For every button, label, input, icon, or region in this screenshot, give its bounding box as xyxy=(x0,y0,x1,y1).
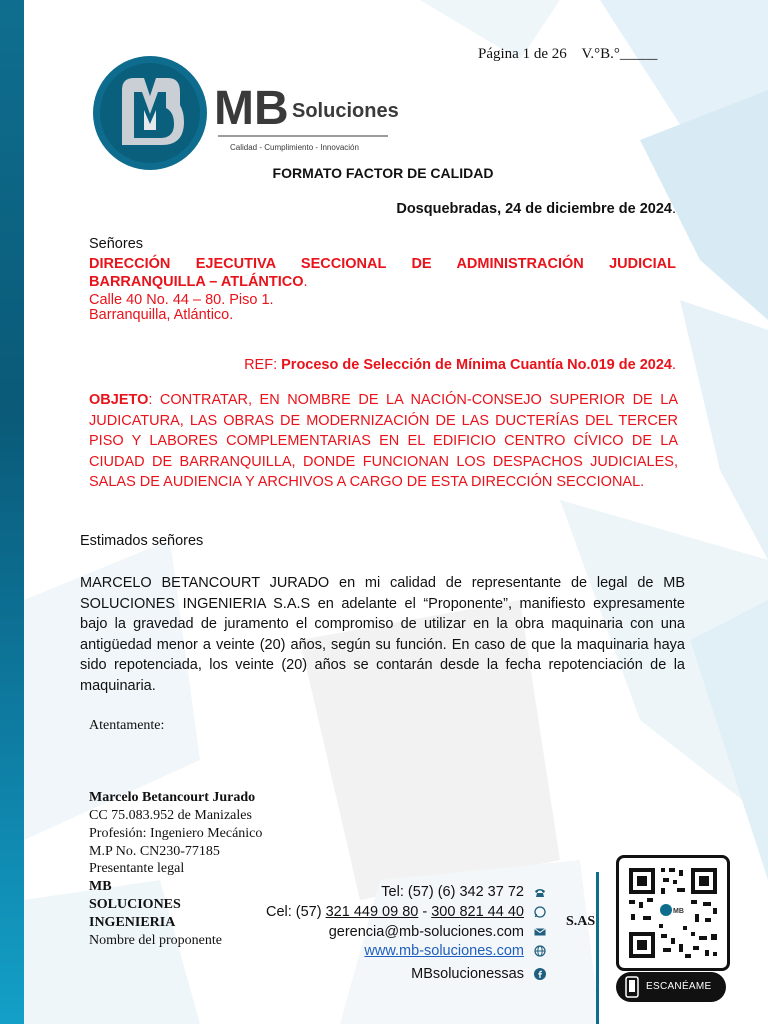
address-line-1: Calle 40 No. 44 – 80. Piso 1. xyxy=(89,292,274,308)
scan-me-label: ESCANÉAME xyxy=(646,981,712,992)
salutation: Señores xyxy=(89,236,144,252)
cel-number-1[interactable]: 321 449 09 80 xyxy=(325,904,419,920)
cel-number-2[interactable]: 300 821 44 40 xyxy=(431,904,524,920)
signer-license: M.P No. CN230-77185 xyxy=(89,844,220,859)
greeting: Estimados señores xyxy=(80,533,204,549)
reference-line: REF: Proceso de Selección de Mínima Cuantía No.019 de 2024. xyxy=(244,357,676,373)
contact-divider xyxy=(596,872,599,1024)
page-number: Página 1 de 26 V.°B.°_____ xyxy=(478,46,658,62)
contact-tel: Tel: (57) (6) 342 37 72 xyxy=(381,884,546,900)
logo-brand-text: MB xyxy=(214,82,289,135)
qr-code[interactable] xyxy=(616,855,730,971)
format-title: FORMATO FACTOR DE CALIDAD xyxy=(272,165,494,181)
company-logo xyxy=(92,50,412,180)
contact-facebook[interactable]: MBsolucionessas xyxy=(411,966,546,982)
left-brand-band xyxy=(0,0,24,1024)
contact-website[interactable]: www.mb-soluciones.com xyxy=(364,943,546,959)
phone-icon xyxy=(534,886,546,898)
closing: Atentamente: xyxy=(89,718,165,733)
signer-name: Marcelo Betancourt Jurado xyxy=(89,790,256,805)
signer-profession: Profesión: Ingeniero Mecánico xyxy=(89,826,263,841)
body-paragraph: MARCELO BETANCOURT JURADO en mi calidad de representante de legal de MB SOLUCIONES INGENIERIA S.A.S en adelante el “Proponente”, manifiesto expresamente bajo la gravedad de juramento el compromiso de utilizar en la obra maquinaria con una antigüedad menor a veinte (20) años, según su función. En caso de que la maquinaria haya sido repotenciada, los veinte (20) años se contarán desde la fecha repotenciación de la maquinaria. xyxy=(80,575,685,694)
mobile-phone-icon xyxy=(624,976,640,998)
addressee-name: DIRECCIÓN EJECUTIVA SECCIONAL DE ADMINISTRACIÓN JUDICIAL BARRANQUILLA – ATLÁNTICO. xyxy=(89,256,676,290)
contact-cel: Cel: (57) 321 449 09 80 - 300 821 44 40 xyxy=(266,904,546,920)
scan-me-button[interactable] xyxy=(616,972,726,1002)
company-line-3: INGENIERIA xyxy=(89,915,176,930)
globe-icon xyxy=(534,945,546,957)
facebook-icon xyxy=(534,968,546,980)
email-icon xyxy=(534,926,546,938)
company-suffix: S.AS xyxy=(566,914,596,929)
company-line-2: SOLUCIONES xyxy=(89,897,181,912)
document-date: Dosquebradas, 24 de diciembre de 2024. xyxy=(396,201,676,217)
signature-caption: Nombre del proponente xyxy=(89,933,222,948)
logo-name-text: Soluciones xyxy=(292,100,399,122)
whatsapp-icon xyxy=(534,906,546,918)
address-line-2: Barranquilla, Atlántico. xyxy=(89,307,234,323)
contact-email[interactable]: gerencia@mb-soluciones.com xyxy=(329,924,546,940)
objeto-paragraph: OBJETO: CONTRATAR, EN NOMBRE DE LA NACIÓN-CONSEJO SUPERIOR DE LA JUDICATURA, LAS OBRAS DE MODERNIZACIÓN DE LAS DUCTERÍAS DEL TERCER PISO Y LABORES COMPLEMENTARIAS EN EL EDIFICIO CENTRO CÍVICO DE LA CIUDAD DE BARRANQUILLA, DONDE FUNCIONAN LOS DESPACHOS JUDICIALES, SALAS DE AUDIENCIA Y ARCHIVOS A CARGO DE ESTA DIRECCIÓN SECCIONAL. xyxy=(89,392,678,490)
company-line-1: MB xyxy=(89,879,112,894)
signer-role: Presentante legal xyxy=(89,861,185,876)
qr-code-graphic xyxy=(619,858,727,968)
logo-tagline: Calidad - Cumplimiento - Innovación xyxy=(230,143,359,152)
qr-mini-logo: MB xyxy=(673,908,684,915)
signer-id: CC 75.083.952 de Manizales xyxy=(89,808,252,823)
